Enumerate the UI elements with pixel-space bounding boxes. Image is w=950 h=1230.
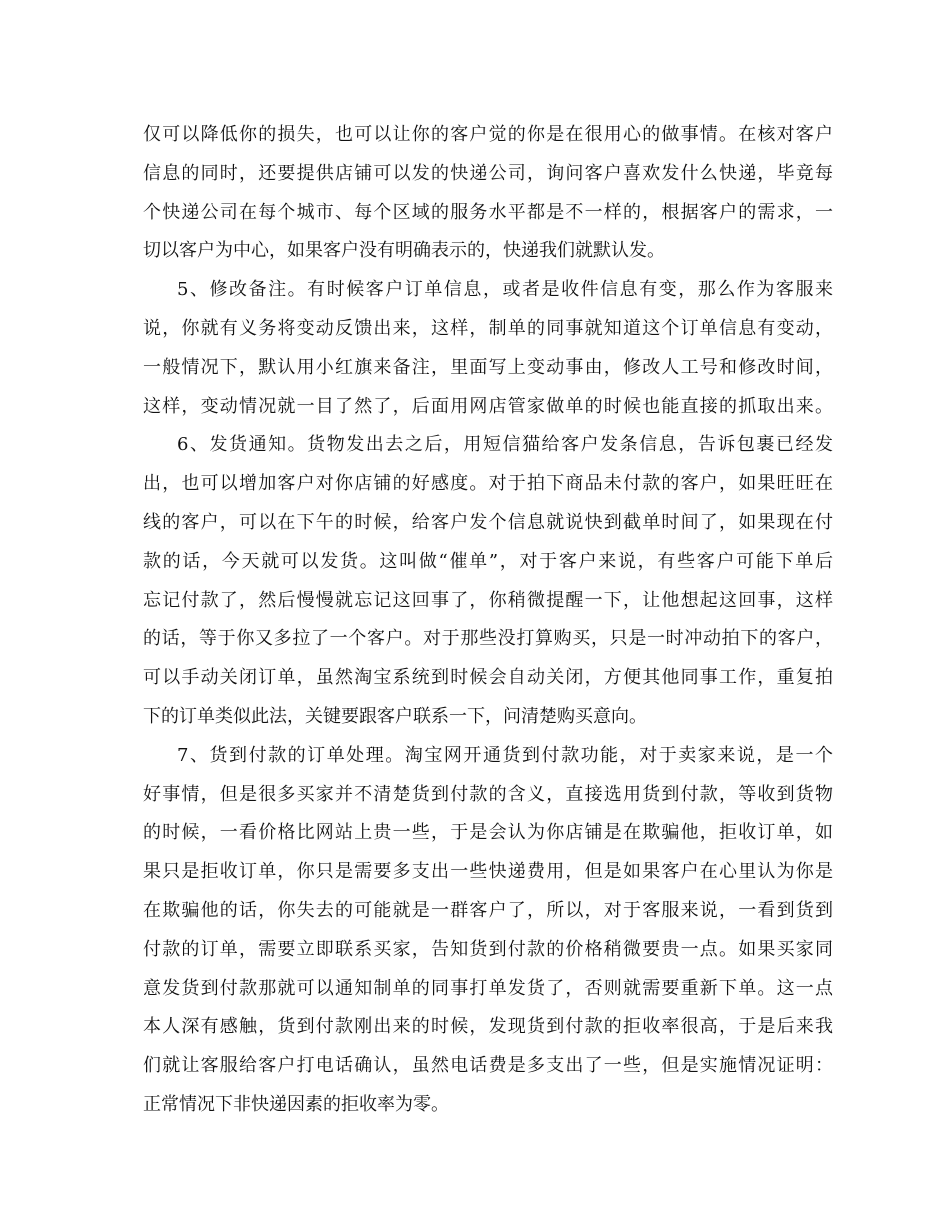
text-line: 个快递公司在每个城市、每个区域的服务水平都是不一样的，根据客户的需求，一 [143, 201, 833, 223]
text-line: 出，也可以增加客户对你店铺的好感度。对于拍下商品未付款的客户，如果旺旺在 [143, 473, 833, 495]
text-line: 仅可以降低你的损失，也可以让你的客户觉的你是在很用心的做事情。在核对客户 [143, 124, 833, 145]
text-line: 付款的订单，需要立即联系买家，告知货到付款的价格稍微要贵一点。如果买家同 [143, 938, 833, 960]
text-line: 下的订单类似此法，关键要跟客户联系一下，问清楚购买意向。 [143, 705, 647, 727]
text-line: 们就让客服给客户打电话确认，虽然电话费是多支出了一些，但是实施情况证明： [143, 1055, 833, 1077]
text-line: 在欺骗他的话，你失去的可能就是一群客户了，所以，对于客服来说，一看到货到 [143, 899, 833, 921]
text-line: 线的客户，可以在下午的时候，给客户发个信息就说快到截单时间了，如果现在付 [143, 511, 833, 533]
paragraph-5-first-line: 5、修改备注。有时候客户订单信息，或者是收件信息有变，那么作为客服来 [177, 279, 833, 301]
text-line: 正常情况下非快递因素的拒收率为零。 [143, 1093, 449, 1115]
text-line: 信息的同时，还要提供店铺可以发的快递公司，询问客户喜欢发什么快递，毕竟每 [143, 162, 833, 184]
text-line: 款的话，今天就可以发货。这叫做“催单”，对于客户来说，有些客户可能下单后 [143, 550, 833, 572]
text-line: 好事情，但是很多买家并不清楚货到付款的含义，直接选用货到付款，等收到货物 [143, 783, 833, 805]
paragraph-7-first-line: 7、货到付款的订单处理。淘宝网开通货到付款功能，对于卖家来说，是一个 [177, 744, 833, 766]
text-line: 的时候，一看价格比网站上贵一些，于是会认为你店铺是在欺骗他，拒收订单，如 [143, 822, 833, 844]
body-text [143, 116, 833, 1125]
text-line: 意发货到付款那就可以通知制单的同事打单发货了，否则就需要重新下单。这一点 [143, 977, 833, 999]
text-line: 一般情况下，默认用小红旗来备注，里面写上变动事由，修改人工号和修改时间， [143, 356, 833, 378]
text-line: 果只是拒收订单，你只是需要多支出一些快递费用，但是如果客户在心里认为你是 [143, 861, 833, 883]
text-line: 的话，等于你又多拉了一个客户。对于那些没打算购买，只是一时冲动拍下的客户， [143, 628, 833, 650]
paragraph-6-first-line: 6、发货通知。货物发出去之后，用短信猫给客户发条信息，告诉包裹已经发 [177, 434, 833, 456]
text-line: 本人深有感触，货到付款刚出来的时候，发现货到付款的拒收率很高，于是后来我 [143, 1016, 833, 1038]
text-line: 切以客户为中心，如果客户没有明确表示的，快递我们就默认发。 [143, 240, 665, 262]
text-line: 说，你就有义务将变动反馈出来，这样，制单的同事就知道这个订单信息有变动， [143, 317, 833, 339]
text-line: 忘记付款了，然后慢慢就忘记这回事了，你稍微提醒一下，让他想起这回事，这样 [143, 589, 833, 611]
text-line: 这样，变动情况就一目了然了，后面用网店管家做单的时候也能直接的抓取出来。 [143, 395, 833, 417]
text-line: 可以手动关闭订单，虽然淘宝系统到时候会自动关闭，方便其他同事工作，重复拍 [143, 667, 833, 689]
